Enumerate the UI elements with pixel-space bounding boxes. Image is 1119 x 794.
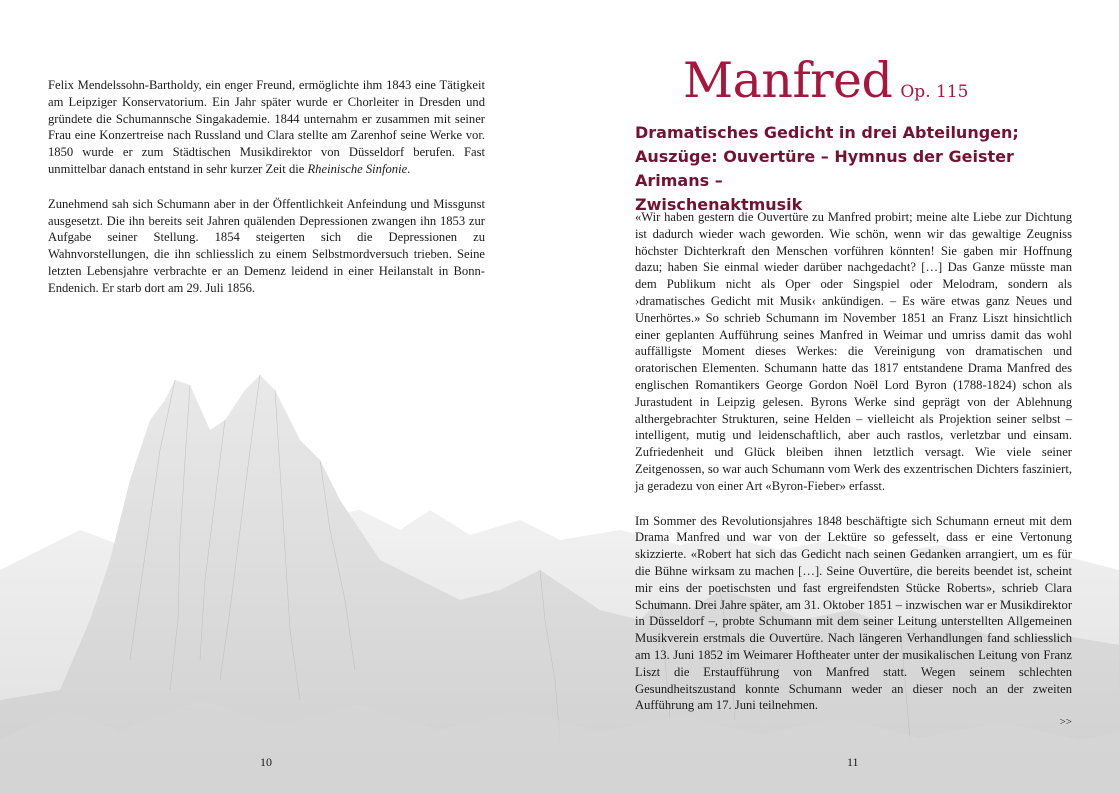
title-manfred: Manfred bbox=[683, 52, 893, 109]
continue-marker: >> bbox=[1059, 716, 1072, 729]
left-page-text bbox=[48, 77, 485, 315]
left-paragraph-2: Zunehmend sah sich Schumann aber in der Öffentlichkeit Anfeindung und Missgunst ausgesetzt. Die ihn bereits seit Jahren quälenden Depressionen zwangen ihn 1853 zur Aufgabe seiner Stellung. 1854 steigerten sich die Depressionen zu Wahnvorstellungen, die ihn schliesslich zu einem Selbstmordversuch trieben. Seine letzten Lebensjahre verbrachte er an Demenz leidend in einer Heilanstalt in Bonn-Endenich. Er starb dort am 29. Juli 1856. bbox=[48, 196, 485, 295]
work-title bbox=[683, 52, 968, 109]
right-page bbox=[560, 0, 1119, 794]
title-opus: Op. 115 bbox=[900, 82, 969, 102]
work-subtitle bbox=[635, 121, 1075, 217]
right-paragraph-1: «Wir haben gestern die Ouvertüre zu Manfred probirt; meine alte Liebe zur Dichtung ist dadurch wieder wach geworden. Wie schön, wenn wir das gewaltige Zeugniss höchster Dichterkraft den Menschen vorführen könnten! Sie gaben mir Hoffnung dazu; haben Sie einmal wieder darüber nachgedacht? […] Das Ganze müsste man dem Publikum nicht als Oper oder Singspiel oder Melodram, sondern als ›dramatisches Gedicht mit Musik‹ ankündigen. – Es wäre etwas ganz Neues und Unerhörtes.» So schrieb Schumann im November 1851 an Franz Liszt hinsichtlich einer geplanten Aufführung seines Manfred in Weimar und umriss damit das wohl auffälligste Moment dieses Werkes: die Vereinigung von dramatischen und oratorischen Elementen. Schumann hatte das 1817 entstandene Drama Manfred des englischen Romantikers George Gordon Noël Lord Byron (1788-1824) schon als Jurastudent in Leipzig gelesen. Byrons Werke sind geprägt von der Ablehnung althergebrachter Strukturen, seine Helden – vielleicht als Projektion seiner selbst – intelligent, mutig und leidenschaftlich, aber auch rastlos, verletzbar und einsam. Zufriedenheit und Glück bleiben ihnen letztlich versagt. Wie viele seiner Zeitgenossen, so war auch Schumann vom Werk des exzentrischen Dichters fasziniert, ja geradezu von einer Art «Byron-Fieber» erfasst. bbox=[635, 210, 1072, 493]
page-number-right: 11 bbox=[847, 755, 859, 769]
right-page-text bbox=[635, 209, 1072, 728]
subtitle-line-1: Dramatisches Gedicht in drei Abteilungen; bbox=[635, 123, 1019, 142]
left-paragraph-1: Felix Mendelssohn-Bartholdy, ein enger Freund, ermöglichte ihm 1843 eine Tätigkeit am Leipziger Konservatorium. Ein Jahr später wurde er Chorleiter in Dresden und gründete die Schumannsche Singakademie. 1844 unternahm er zusammen mit seiner Frau eine Konzertreise nach Russland und Clara stellte am Zarenhof seine Werke vor. 1850 wurde er zum Städtischen Musikdirektor von Düsseldorf berufen. Fast unmittelbar danach entstand in sehr kurzer Zeit die Rheinische Sinfonie. bbox=[48, 78, 485, 176]
rheinische-sinfonie-title: Rheinische Sinfonie bbox=[307, 161, 408, 176]
subtitle-line-2: Auszüge: Ouvertüre – Hymnus der Geister Arimans – bbox=[635, 147, 1014, 190]
right-paragraph-2: Im Sommer des Revolutionsjahres 1848 beschäftigte sich Schumann erneut mit dem Drama Manfred und war von der Lektüre so gefesselt, dass er eine Vertonung skizzierte. «Robert hat sich das Gedicht nach seinen Gedanken arrangiert, um es für die Bühne wirksam zu machen […]. Seine Ouvertüre, die bereits beendet ist, scheint mir eins der poetischsten und fast ergreifendsten Stücke Roberts», schrieb Clara Schumann. Drei Jahre später, am 31. Oktober 1851 – inzwischen war er Musikdirektor in Düsseldorf –, probte Schumann mit dem seiner Leitung unterstellten Allgemeinen Musikverein erstmals die Ouvertüre. Nach längeren Verhandlungen fand schliesslich am 13. Juni 1852 im Weimarer Hoftheater unter der musikalischen Leitung von Franz Liszt die Erstaufführung von Manfred statt. Wegen seinem schlechten Gesundheitszustand konnte Schumann weder an dieser noch an der zweiten Aufführung am 17. Juni teilnehmen. bbox=[635, 513, 1073, 713]
page-number-left: 10 bbox=[260, 755, 272, 769]
subtitle-line-3: Zwischenaktmusik bbox=[635, 195, 803, 214]
